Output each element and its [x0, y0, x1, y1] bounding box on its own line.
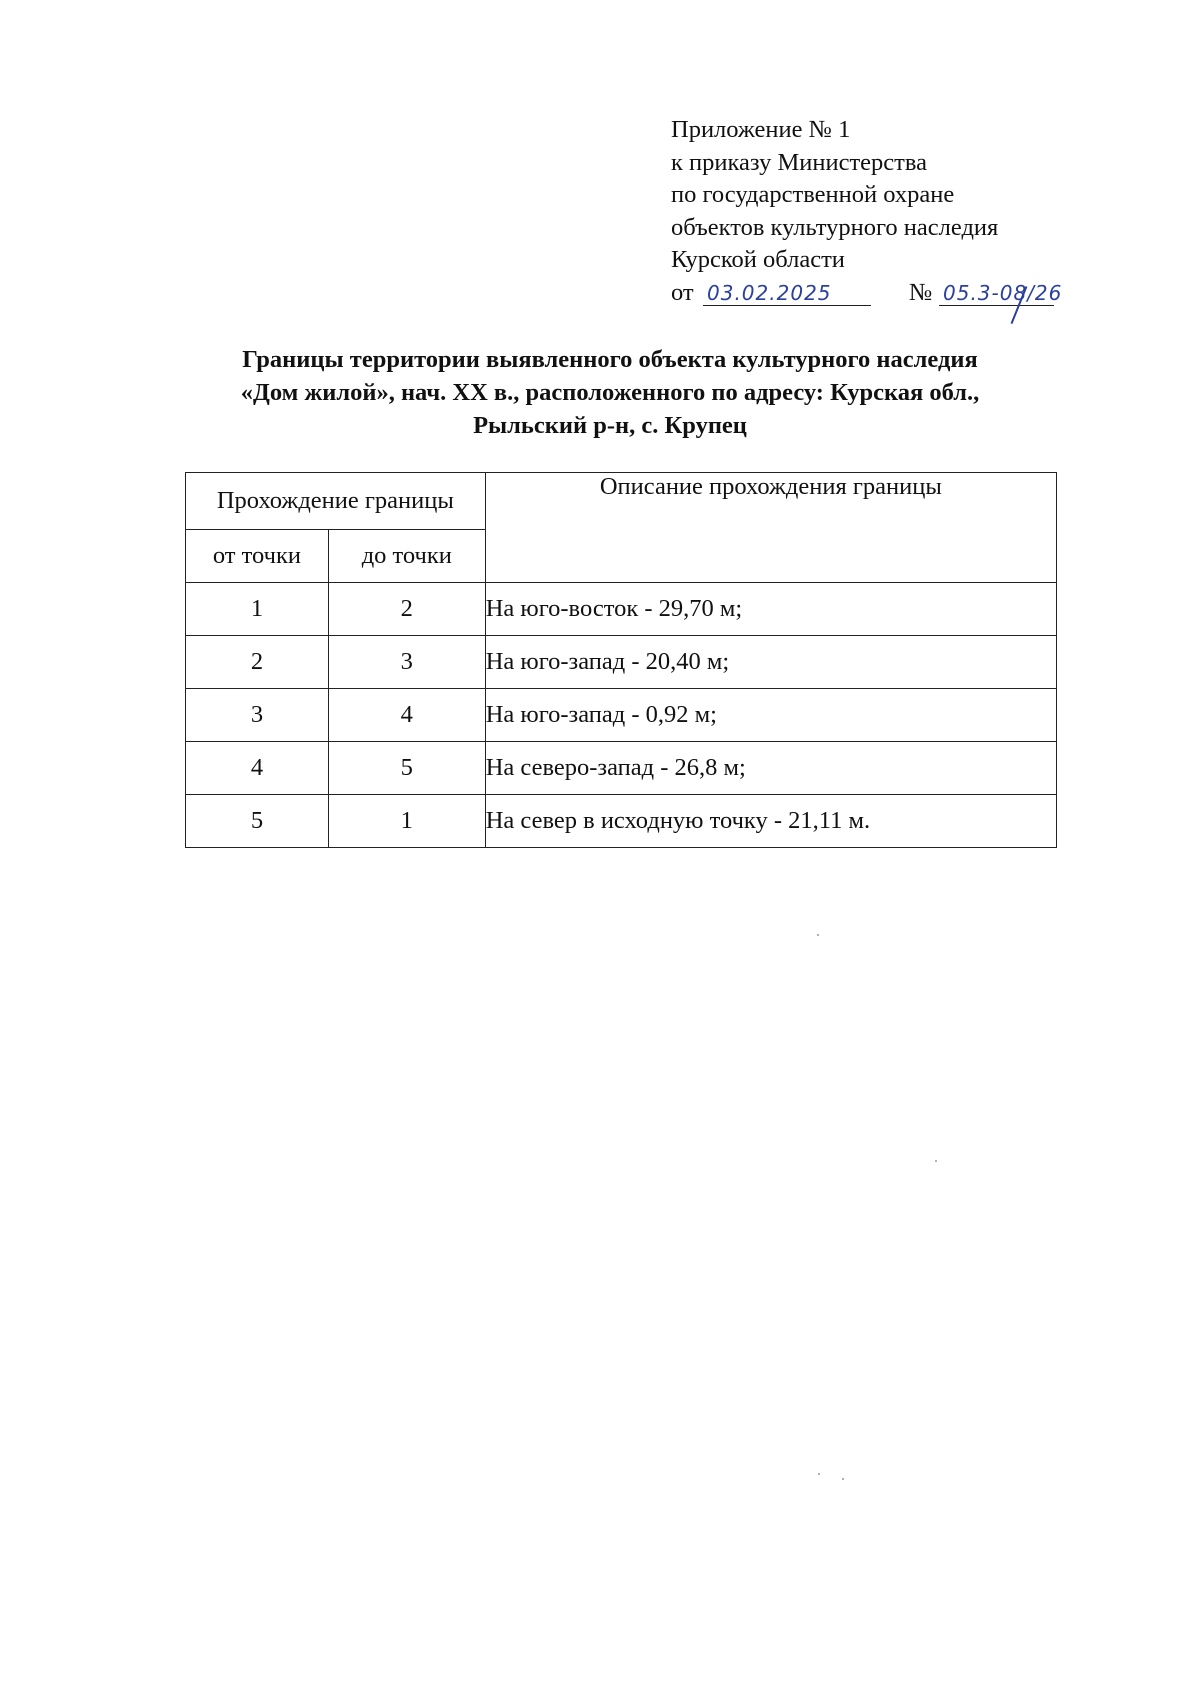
order-date-number	[671, 277, 1063, 309]
header-to-point: до точки	[328, 530, 485, 583]
cell-description: На юго-запад - 0,92 м;	[485, 689, 1056, 742]
cell-to: 1	[328, 795, 485, 848]
cell-to: 3	[328, 636, 485, 689]
appendix-line: объектов культурного наследия	[671, 213, 999, 241]
number-prefix: №	[909, 278, 933, 306]
title-line: Границы территории выявленного объекта культурного наследия	[242, 346, 978, 373]
appendix-line: по государственной охране	[671, 181, 955, 208]
scan-speck	[818, 1473, 820, 1475]
scan-speck	[842, 1478, 844, 1480]
number-underline	[939, 305, 1054, 306]
cell-from: 5	[186, 795, 329, 848]
appendix-line: Курской области	[671, 246, 845, 273]
cell-from: 1	[186, 583, 329, 636]
appendix-line: Приложение № 1	[671, 116, 851, 143]
table-row	[186, 636, 1057, 689]
document-title	[160, 343, 1060, 442]
scan-speck	[935, 1160, 937, 1162]
cell-description: На юго-запад - 20,40 м;	[485, 636, 1056, 689]
appendix-header	[671, 114, 1063, 309]
cell-description: На север в исходную точку - 21,11 м.	[485, 795, 1056, 848]
boundary-table	[185, 472, 1057, 848]
cell-from: 3	[186, 689, 329, 742]
table-row	[186, 742, 1057, 795]
header-from-point: от точки	[186, 530, 329, 583]
header-description: Описание прохождения границы	[485, 473, 1056, 583]
handwritten-number: 05.3-08/26	[943, 280, 1063, 305]
table-row	[186, 689, 1057, 742]
header-boundary-passage: Прохождение границы	[186, 473, 486, 530]
cell-to: 2	[328, 583, 485, 636]
table-row	[186, 795, 1057, 848]
title-line: Рыльский р-н, с. Крупец	[473, 412, 747, 439]
scan-speck	[817, 934, 819, 936]
cell-to: 5	[328, 742, 485, 795]
table-row	[186, 583, 1057, 636]
date-prefix: от	[671, 278, 694, 306]
appendix-line: к приказу Министерства	[671, 148, 927, 176]
date-underline	[703, 305, 871, 306]
title-line: «Дом жилой», нач. XX в., расположенного по адресу: Курская обл.,	[240, 379, 980, 406]
cell-description: На юго-восток - 29,70 м;	[485, 583, 1056, 636]
cell-from: 2	[186, 636, 329, 689]
cell-description: На северо-запад - 26,8 м;	[485, 742, 1056, 795]
cell-to: 4	[328, 689, 485, 742]
handwritten-date: 03.02.2025	[707, 280, 832, 305]
cell-from: 4	[186, 742, 329, 795]
